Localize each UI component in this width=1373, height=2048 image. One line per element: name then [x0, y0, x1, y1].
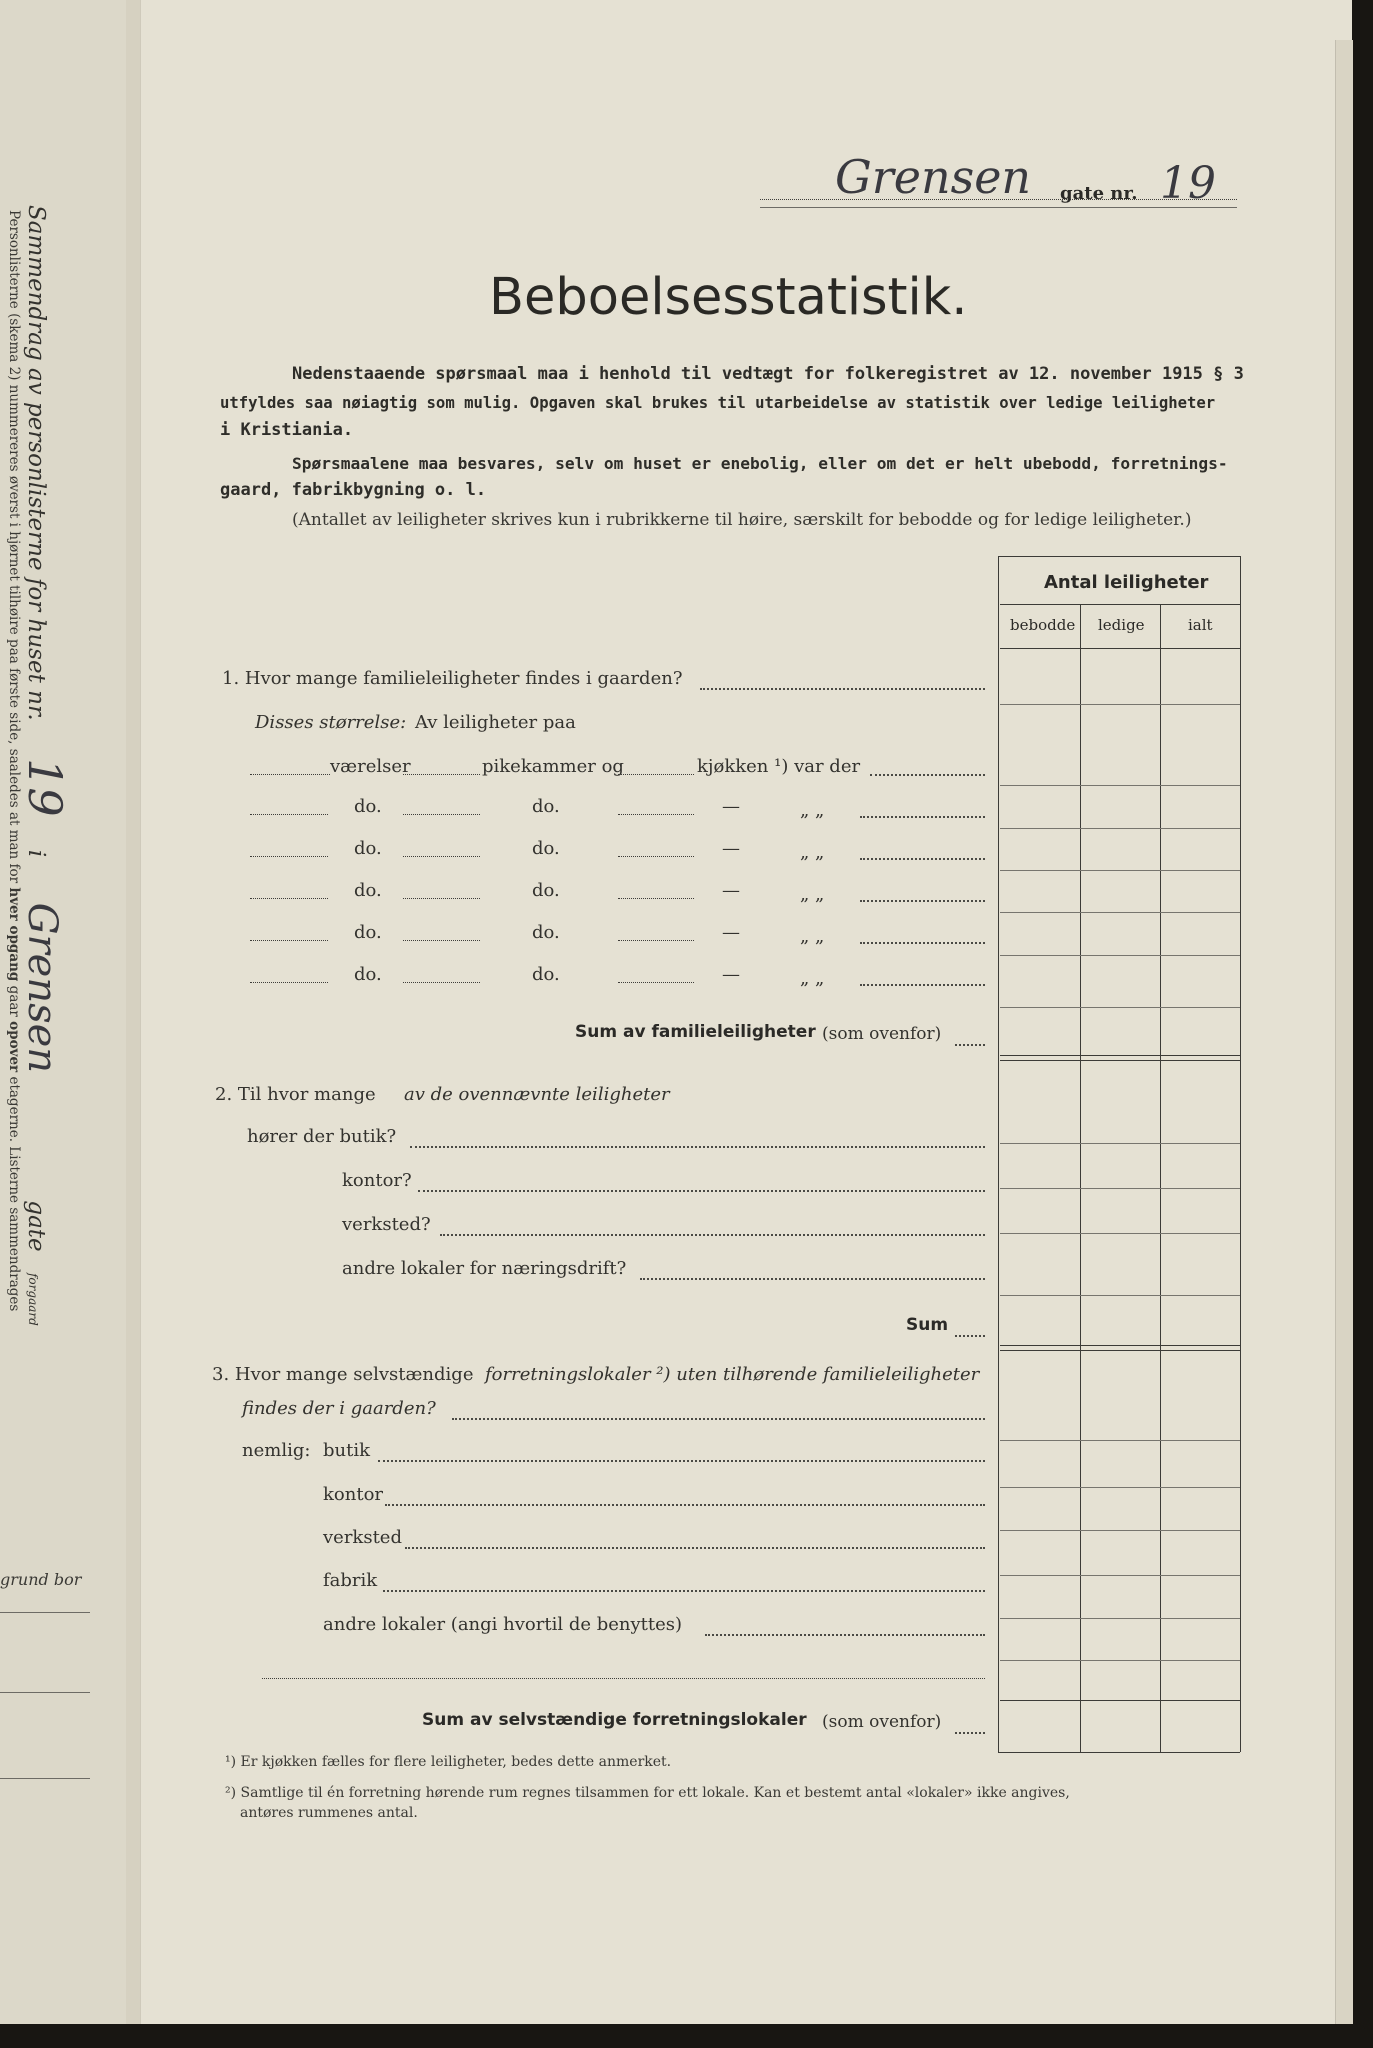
ditto-mark: do.: [354, 838, 382, 859]
q2-italic: av de ovennævnte leiligheter: [404, 1084, 670, 1105]
q3-nemlig: nemlig:: [242, 1440, 311, 1461]
sidebar-handwritten-number: 19: [18, 758, 72, 817]
sidebar-small-text: Personlisterne (skema 2) nummereres øverst i hjørnet tilhøire paa første side, saaledes at man for: [6, 210, 22, 884]
col-header-bebodde: bebodde: [1010, 616, 1076, 634]
table-row-rule: [1000, 1660, 1240, 1661]
kitchen-blank[interactable]: [618, 982, 694, 983]
maid-room-blank[interactable]: [403, 814, 480, 815]
table-top-border: [998, 556, 1240, 557]
intro-line-6: (Antallet av leiligheter skrives kun i rubrikkerne til høire, særskilt for bebodde og for ledige leiligheter.): [292, 510, 1192, 530]
table-row-rule: [1000, 785, 1240, 786]
ditto-dash: —: [722, 964, 740, 985]
table-row-rule: [1000, 955, 1240, 956]
sidebar-rule: [0, 1692, 90, 1693]
ditto-mark: do.: [532, 838, 560, 859]
q3-sum-leader: [955, 1732, 985, 1734]
sidebar-small-bold: hver opgang: [6, 887, 22, 982]
q3-andre: andre lokaler (angi hvortil de benyttes): [323, 1614, 683, 1635]
table-header-rule: [1000, 604, 1240, 605]
sidebar-handwritten-street: Grensen: [19, 902, 65, 1074]
sidebar-small-text-3: etagerne. Listerne sammendrages: [6, 1076, 22, 1312]
rooms-label: værelser: [330, 756, 411, 777]
col-header-ialt: ialt: [1188, 616, 1213, 634]
ditto-mark: do.: [532, 922, 560, 943]
form-title: Beboelsesstatistik.: [489, 268, 968, 327]
intro-line-3: i Kristiania.: [220, 420, 354, 440]
q3-specify-blank[interactable]: [262, 1678, 985, 1679]
q3-butik: butik: [323, 1440, 371, 1461]
q3-verksted-leader: [405, 1547, 985, 1549]
handwritten-street-name: Grensen: [835, 150, 1032, 204]
row-leader: [860, 942, 985, 944]
footnote-2: ²) Samtlige til én forretning hørende rum regnes tilsammen for ett lokale. Kan et bestemt antal «lokaler» ikke angives,: [225, 1785, 1070, 1801]
maid-room-blank[interactable]: [403, 856, 480, 857]
footnote-2-continued: antøres rummenes antal.: [240, 1805, 418, 1821]
sidebar-instructions: [6, 210, 22, 1311]
ditto-mark: do.: [354, 922, 382, 943]
ditto-mark: do.: [354, 964, 382, 985]
row-leader: [860, 816, 985, 818]
ditto-dash: —: [722, 838, 740, 859]
q1-label: 1. Hvor mange familieleiligheter findes i gaarden?: [222, 668, 683, 689]
ditto-mark: do.: [532, 880, 560, 901]
ditto-quote: „ „: [800, 926, 825, 947]
q3-butik-leader: [378, 1460, 985, 1462]
rooms-blank[interactable]: [250, 898, 328, 899]
table-row-rule: [1000, 1440, 1240, 1441]
intro-line-4: Spørsmaalene maa besvares, selv om huset er enebolig, eller om det er helt ubebodd, forretnings-: [292, 454, 1228, 473]
sidebar-i: i: [23, 849, 49, 858]
sidebar-small-text-2: gaar: [6, 985, 22, 1017]
q1-leader: [700, 688, 985, 690]
sidebar-gate: gate: [23, 1200, 49, 1252]
q1-sum-paren: (som ovenfor): [822, 1024, 942, 1044]
q2-kontor-leader: [418, 1190, 985, 1192]
row-leader: [860, 858, 985, 860]
kitchen-label: kjøkken ¹) var der: [697, 756, 861, 777]
rooms-blank[interactable]: [250, 814, 328, 815]
ditto-quote: „ „: [800, 884, 825, 905]
table-bottom-border: [998, 1752, 1240, 1753]
table-col-divider-1: [1080, 604, 1081, 1752]
table-row-rule: [1000, 1143, 1240, 1144]
ditto-mark: do.: [532, 796, 560, 817]
table-row-rule: [1000, 704, 1240, 705]
table-col-divider-2: [1160, 604, 1161, 1752]
q3-line-2: findes der i gaarden?: [242, 1398, 436, 1419]
ditto-dash: —: [722, 880, 740, 901]
q2-butik: hører der butik?: [247, 1126, 397, 1147]
table-sum-rule-double: [1000, 1350, 1240, 1351]
ditto-mark: do.: [532, 964, 560, 985]
q3-leader: [452, 1418, 985, 1420]
q2-butik-leader: [410, 1146, 985, 1148]
table-row-rule: [1000, 1575, 1240, 1576]
maid-room-label: pikekammer og: [482, 756, 624, 777]
rooms-blank[interactable]: [250, 940, 328, 941]
kitchen-blank[interactable]: [618, 940, 694, 941]
ditto-quote: „ „: [800, 800, 825, 821]
table-left-border: [998, 556, 999, 1752]
row-leader: [860, 900, 985, 902]
ditto-quote: „ „: [800, 842, 825, 863]
q3-fabrik: fabrik: [323, 1570, 378, 1591]
q3-label: 3. Hvor mange selvstændige: [212, 1364, 474, 1385]
kitchen-blank[interactable]: [618, 774, 694, 775]
maid-room-blank[interactable]: [403, 940, 480, 941]
q3-verksted: verksted: [323, 1527, 402, 1548]
row-leader: [860, 984, 985, 986]
q2-kontor: kontor?: [342, 1170, 412, 1191]
table-sum-rule: [1000, 1700, 1240, 1701]
sidebar-rule: [0, 1778, 90, 1779]
kitchen-blank[interactable]: [618, 814, 694, 815]
sidebar-title: [18, 205, 72, 1326]
intro-line-2: utfyldes saa nøiagtig som mulig. Opgaven skal brukes til utarbeidelse av statistik over ledige leiligheter: [220, 394, 1216, 412]
intro-line-1: Nedenstaaende spørsmaal maa i henhold til vedtægt for folkeregistret av 12. november 1915 § 3: [292, 364, 1244, 384]
rooms-blank[interactable]: [250, 982, 328, 983]
q1-sum-leader: [955, 1044, 985, 1046]
sidebar-forgaard: forgaard: [26, 1272, 40, 1326]
q3-italic: forretningslokaler ²) uten tilhørende familieleiligheter: [485, 1364, 980, 1385]
maid-room-blank[interactable]: [403, 982, 480, 983]
table-row-rule: [1000, 1233, 1240, 1234]
q1-sum-label: Sum av familieleiligheter: [575, 1022, 816, 1042]
table-row-rule: [1000, 1487, 1240, 1488]
sidebar-rule: [0, 1612, 90, 1613]
q2-verksted-leader: [440, 1234, 985, 1236]
footnote-1: ¹) Er kjøkken fælles for flere leiligheter, bedes dette anmerket.: [225, 1754, 672, 1770]
ditto-mark: do.: [354, 796, 382, 817]
q3-kontor: kontor: [323, 1484, 384, 1505]
table-header-bottom-rule: [1000, 648, 1240, 649]
kitchen-blank[interactable]: [618, 856, 694, 857]
table-row-rule: [1000, 912, 1240, 913]
sidebar-small-bold-2: opover: [6, 1021, 22, 1073]
q1-sizes-label: Disses størrelse:: [255, 712, 407, 733]
intro-line-5: gaard, fabrikbygning o. l.: [220, 480, 487, 500]
ditto-mark: do.: [354, 880, 382, 901]
kitchen-blank[interactable]: [618, 898, 694, 899]
table-title: Antal leiligheter: [1044, 572, 1209, 593]
table-row-rule: [1000, 1530, 1240, 1531]
q2-verksted: verksted?: [342, 1214, 431, 1235]
q2-sum-leader: [955, 1335, 985, 1337]
table-row-rule: [1000, 1007, 1240, 1008]
row-leader: [870, 774, 985, 776]
q3-sum-paren: (som ovenfor): [822, 1712, 942, 1732]
q2-sum-label: Sum: [906, 1315, 949, 1335]
table-row-rule: [1000, 870, 1240, 871]
q2-label: 2. Til hvor mange: [215, 1084, 376, 1105]
ditto-quote: „ „: [800, 968, 825, 989]
table-row-rule: [1000, 1295, 1240, 1296]
table-row-rule: [1000, 828, 1240, 829]
table-sum-rule: [1000, 1055, 1240, 1056]
fold-crease: [126, 0, 140, 2024]
q3-fabrik-leader: [383, 1590, 985, 1592]
q3-sum-label: Sum av selvstændige forretningslokaler: [422, 1710, 807, 1730]
page-edge: [1335, 40, 1353, 2024]
rooms-blank[interactable]: [250, 774, 330, 775]
table-sum-rule-double: [1000, 1060, 1240, 1061]
q2-andre: andre lokaler for næringsdrift?: [342, 1258, 627, 1279]
ditto-dash: —: [722, 796, 740, 817]
table-sum-rule: [1000, 1345, 1240, 1346]
sidebar-grund-bor: grund bor: [0, 1570, 82, 1589]
q1-text: [222, 668, 682, 689]
sidebar-main-text: Sammendrag av personlisterne for huset nr.: [23, 205, 49, 721]
q1-sizes-text: Av leiligheter paa: [415, 712, 576, 733]
table-row-rule: [1000, 1618, 1240, 1619]
handwritten-gate-number: 19: [1160, 158, 1216, 209]
table-right-border: [1240, 556, 1241, 1752]
rooms-blank[interactable]: [250, 856, 328, 857]
col-header-ledige: ledige: [1098, 616, 1145, 634]
maid-room-blank[interactable]: [403, 774, 480, 775]
table-row-rule: [1000, 1188, 1240, 1189]
ditto-dash: —: [722, 922, 740, 943]
gate-number-label: gate nr.: [1060, 183, 1138, 204]
q2-andre-leader: [640, 1278, 985, 1280]
q3-andre-leader: [705, 1634, 985, 1636]
maid-room-blank[interactable]: [403, 898, 480, 899]
q3-kontor-leader: [385, 1504, 985, 1506]
